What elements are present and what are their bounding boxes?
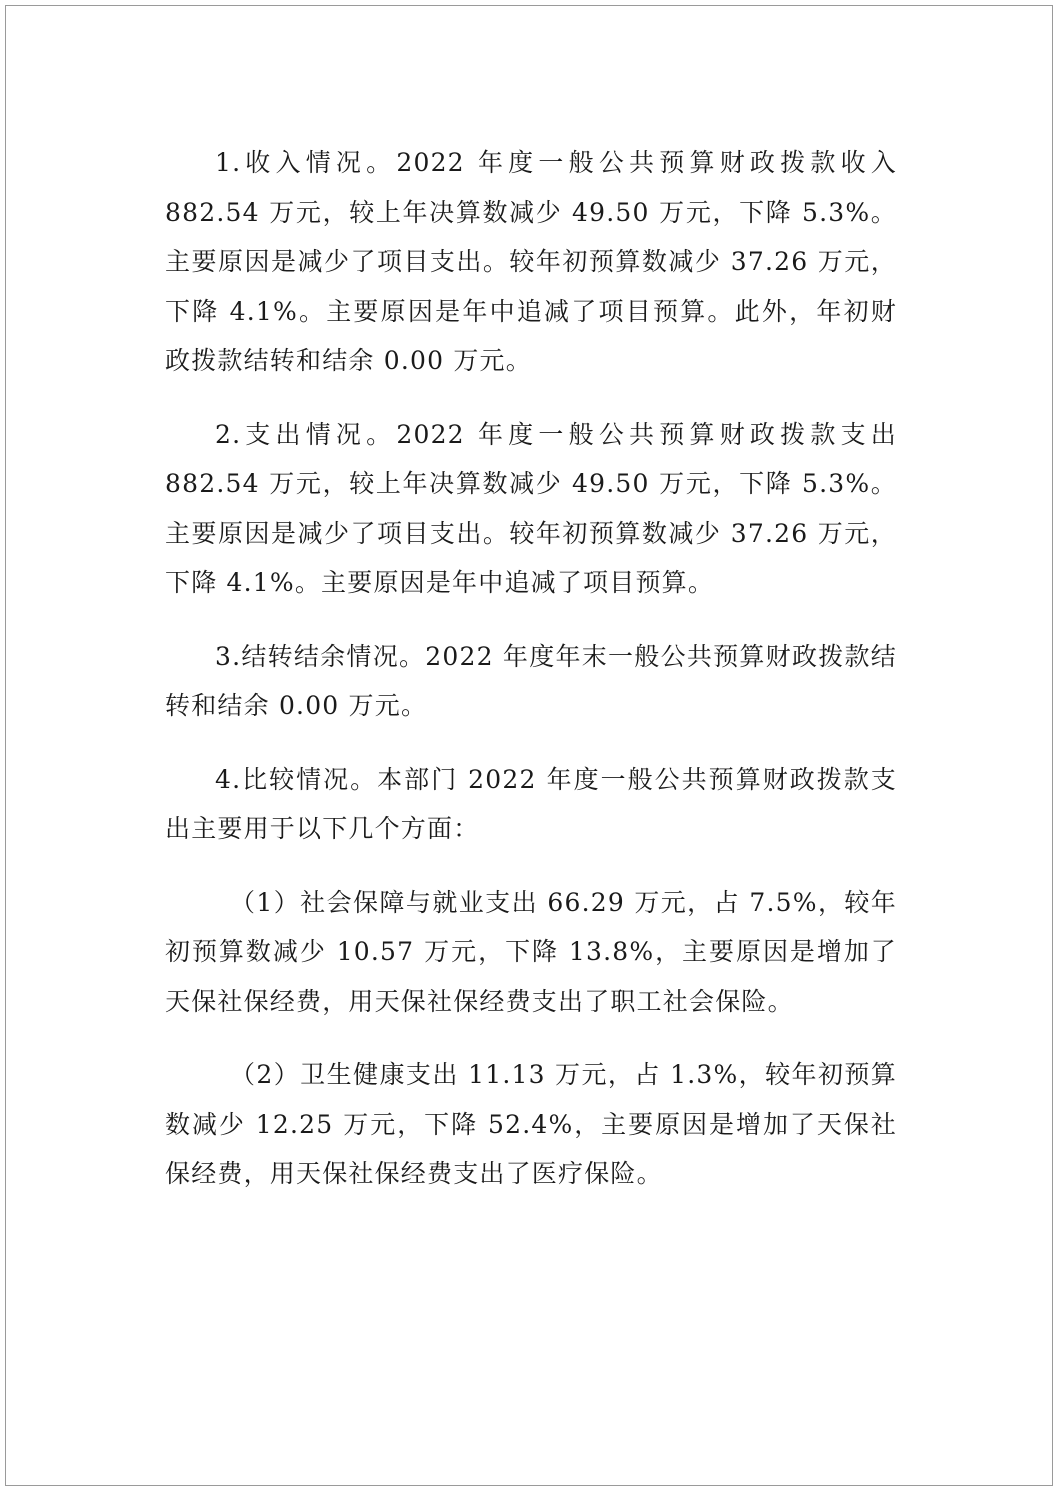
paragraph-comparison: 4.比较情况。本部门 2022 年度一般公共预算财政拨款支出主要用于以下几个方面： — [165, 764, 897, 843]
paragraph-income: 1.收入情况。2022 年度一般公共预算财政拨款收入 882.54 万元，较上年决算数减少 49.50 万元，下降 5.3%。主要原因是减少了项目支出。较年初预算数减少 37.26 万元，下降 4.1%。主要原因是年中追减了项目预算。此外，年初财政拨款结转和结余 0.00 万元。 — [165, 148, 897, 375]
paragraph-social-security: （1）社会保障与就业支出 66.29 万元，占 7.5%，较年初预算数减少 10.57 万元，下降 13.8%，主要原因是增加了天保社保经费，用天保社保经费支出了职工社会保险。 — [165, 887, 897, 1016]
paragraph-expenditure: 2.支出情况。2022 年度一般公共预算财政拨款支出 882.54 万元，较上年决算数减少 49.50 万元，下降 5.3%。主要原因是减少了项目支出。较年初预算数减少 37.26 万元，下降 4.1%。主要原因是年中追减了项目预算。 — [165, 419, 897, 597]
document-body — [165, 138, 897, 1223]
paragraph-carryover: 3.结转结余情况。2022 年度年末一般公共预算财政拨款结转和结余 0.00 万元。 — [165, 641, 897, 720]
paragraph-health: （2）卫生健康支出 11.13 万元，占 1.3%，较年初预算数减少 12.25 万元，下降 52.4%，主要原因是增加了天保社保经费，用天保社保经费支出了医疗保险。 — [165, 1060, 897, 1188]
